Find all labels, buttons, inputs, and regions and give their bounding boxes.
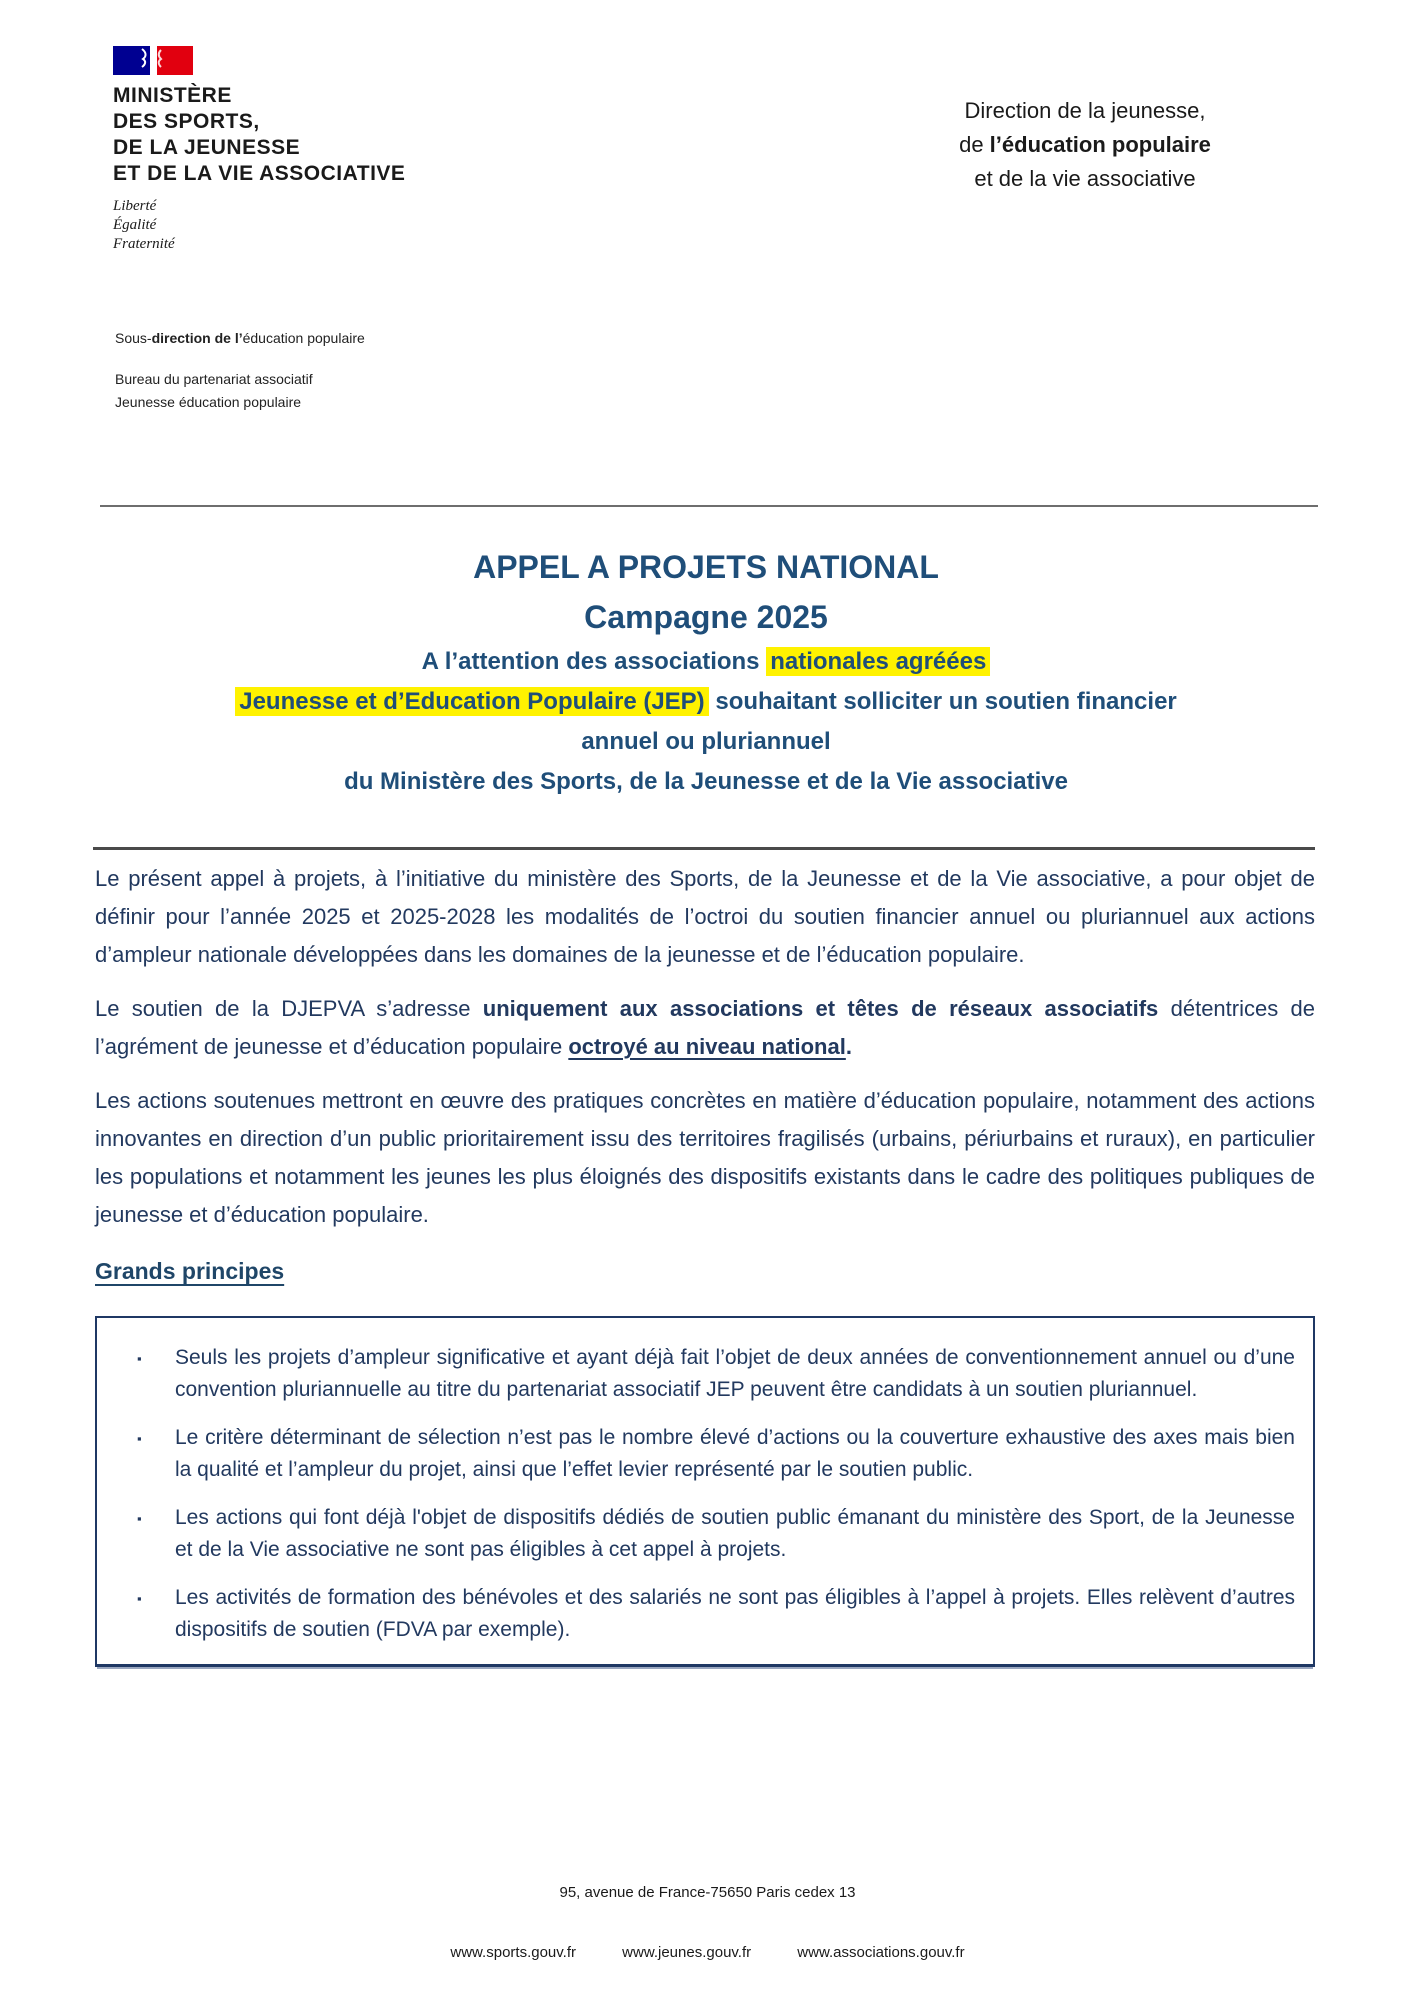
direction-line3: et de la vie associative <box>974 166 1196 191</box>
bullet-square-icon: ▪ <box>137 1351 142 1366</box>
list-item-text: Le critère déterminant de sélection n’est pas le nombre élevé d’actions ou la couverture exhaustive des axes mais bien la qualité et l’ampleur du projet, ainsi que l’effet levier représenté par le soutien public. <box>175 1426 1295 1481</box>
audience-line3: annuel ou pluriannuel <box>581 728 831 755</box>
paragraph-djepva-text2: détentrices de l’agrément de jeunesse et d’éducation populaire <box>95 996 1316 1059</box>
title-block <box>95 542 1317 802</box>
direction-line2-bold: l’éducation populaire <box>989 132 1211 157</box>
title-divider-rule <box>93 847 1315 850</box>
list-item-text: Seuls les projets d’ampleur significative et ayant déjà fait l’objet de deux années de conventionnement annuel ou d’une convention pluriannuelle au titre du partenariat associatif JEP peuvent être candidats à un soutien pluriannuel. <box>175 1346 1295 1401</box>
list-item <box>137 1422 1295 1486</box>
audience-line1-text: A l’attention des associations <box>421 648 767 675</box>
sous-direction <box>115 328 365 348</box>
bullet-square-icon: ▪ <box>137 1431 142 1446</box>
ministry-name-line: ET DE LA VIE ASSOCIATIVE <box>113 162 406 185</box>
audience-line2-text: souhaitant solliciter un soutien financier <box>708 688 1177 715</box>
audience-line1-highlight: nationales agréées <box>766 647 990 676</box>
footer-link-sports[interactable]: www.sports.gouv.fr <box>450 1944 576 1961</box>
audience-line2-highlight: Jeunesse et d’Education Populaire (JEP) <box>235 687 708 716</box>
principles-heading: Grands principes <box>95 1258 285 1284</box>
list-item-text: Les activités de formation des bénévoles et des salariés ne sont pas éligibles à l’appel à projets. Elles relèvent d’autres dispositifs de soutien (FDVA par exemple). <box>175 1586 1295 1641</box>
sous-direction-prefix: Sous- <box>115 330 152 346</box>
direction-line2-prefix: de <box>959 132 990 157</box>
ministry-name-line: DES SPORTS, <box>113 110 260 133</box>
audience-line2 <box>95 682 1317 722</box>
french-flag-marianne-icon <box>113 46 193 75</box>
paragraph-djepva <box>95 990 1315 1066</box>
paragraph-djepva-bold: uniquement aux associations et têtes de réseaux associatifs <box>482 996 1159 1021</box>
document-title: APPEL A PROJETS NATIONAL <box>473 549 939 585</box>
paragraph-actions: Les actions soutenues mettront en œuvre des pratiques concrètes en matière d’éducation populaire, notamment des actions innovantes en direction d’un public prioritairement issu des territoires fragilisés (urbains, périurbains et ruraux), en particulier les populations et notamment les jeunes les plus éloignés des dispositifs existants dans le cadre des politiques publiques de jeunesse et d’éducation populaire. <box>95 1088 1315 1227</box>
campaign-subtitle: Campagne 2025 <box>584 599 828 635</box>
motto-line: Fraternité <box>113 236 175 252</box>
list-item <box>137 1342 1295 1406</box>
principles-box <box>95 1316 1315 1667</box>
motto-line: Égalité <box>113 217 157 233</box>
sous-direction-rest: éducation populaire <box>242 330 365 346</box>
principles-list <box>137 1342 1295 1646</box>
audience-line1 <box>95 642 1317 682</box>
bureau-block <box>115 368 313 414</box>
list-item <box>137 1582 1295 1646</box>
list-item <box>137 1502 1295 1566</box>
footer-link-associations[interactable]: www.associations.gouv.fr <box>797 1944 965 1961</box>
direction-line2 <box>915 128 1255 162</box>
direction-block <box>915 94 1255 196</box>
sous-direction-bold: direction de l’ <box>151 330 243 346</box>
republic-motto <box>113 197 405 254</box>
bullet-square-icon: ▪ <box>137 1511 142 1526</box>
footer-link-jeunes[interactable]: www.jeunes.gouv.fr <box>622 1944 752 1961</box>
ministry-logo-block <box>113 46 405 254</box>
footer-links <box>0 1944 1415 1961</box>
motto-line: Liberté <box>113 198 157 214</box>
paragraph-intro: Le présent appel à projets, à l’initiative du ministère des Sports, de la Jeunesse et de la Vie associative, a pour objet de définir pour l’année 2025 et 2025-2028 les modalités de l’octroi du soutien financier annuel ou pluriannuel aux actions d’ampleur nationale développées dans les domaines de la jeunesse et de l’éducation populaire. <box>95 866 1315 967</box>
bureau-line: Bureau du partenariat associatif <box>115 371 313 387</box>
ministry-name-line: MINISTÈRE <box>113 84 232 107</box>
bullet-square-icon: ▪ <box>137 1591 142 1606</box>
footer-address: 95, avenue de France-75650 Paris cedex 13 <box>559 1884 856 1901</box>
paragraph-djepva-period: . <box>845 1034 852 1059</box>
document-body <box>95 860 1315 1667</box>
bureau-line: Jeunesse éducation populaire <box>115 394 302 410</box>
paragraph-djepva-text: Le soutien de la DJEPVA s’adresse <box>95 996 483 1021</box>
list-item-text: Les actions qui font déjà l'objet de dispositifs dédiés de soutien public émanant du ministère des Sport, de la Jeunesse et de la Vie associative ne sont pas éligibles à cet appel à projets. <box>175 1506 1295 1561</box>
audience-line4: du Ministère des Sports, de la Jeunesse et de la Vie associative <box>344 768 1068 795</box>
direction-line1: Direction de la jeunesse, <box>964 98 1206 123</box>
ministry-name <box>113 83 405 187</box>
header-divider-rule <box>100 505 1318 507</box>
paragraph-djepva-bold-underline: octroyé au niveau national <box>568 1034 846 1059</box>
ministry-name-line: DE LA JEUNESSE <box>113 136 301 159</box>
